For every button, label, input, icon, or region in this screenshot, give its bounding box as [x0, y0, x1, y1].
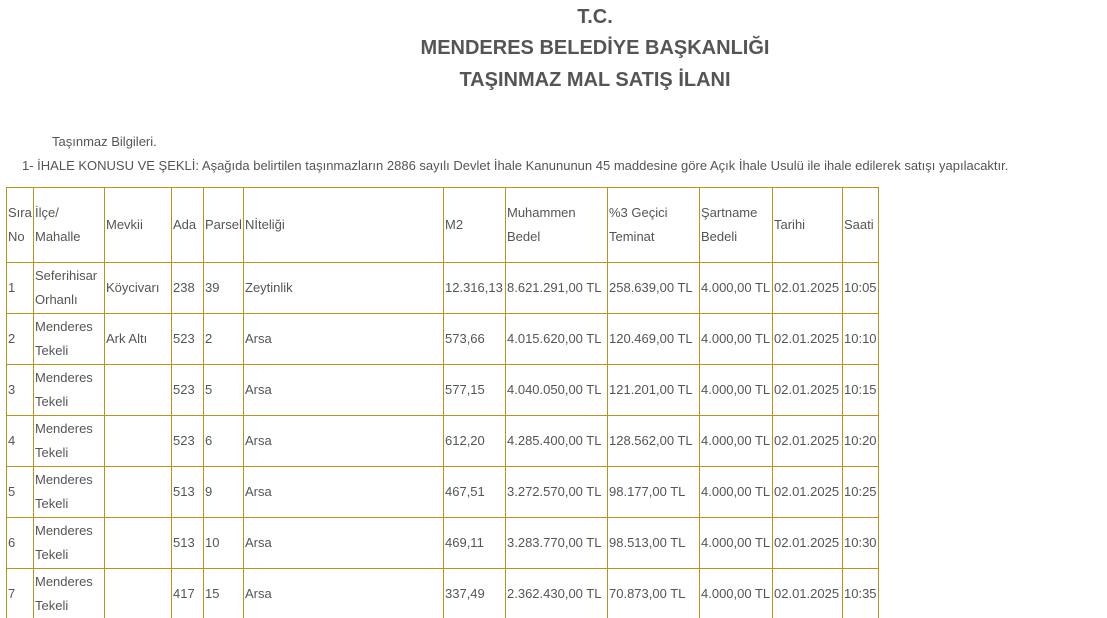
cell-block: 523: [172, 416, 204, 467]
cell-block: 238: [172, 263, 204, 314]
cell-no: 1: [7, 263, 34, 314]
cell-block: 513: [172, 518, 204, 569]
cell-time: 10:05: [843, 263, 879, 314]
cell-no: 5: [7, 467, 34, 518]
cell-deposit: 120.469,00 TL: [608, 314, 700, 365]
cell-quality: Arsa: [244, 416, 444, 467]
cell-date: 02.01.2025: [773, 467, 843, 518]
cell-district: Seferihisar Orhanlı: [34, 263, 105, 314]
header-line-tc: T.C.: [577, 6, 613, 28]
col-header-location: Mevkii: [105, 188, 172, 263]
header-line-announcement: TAŞINMAZ MAL SATIŞ İLANI: [459, 69, 731, 91]
table-row: [7, 569, 879, 618]
cell-location: [105, 569, 172, 618]
cell-m2: 573,66: [444, 314, 506, 365]
cell-no: 4: [7, 416, 34, 467]
cell-date: 02.01.2025: [773, 416, 843, 467]
cell-no: 6: [7, 518, 34, 569]
cell-estimated-value: 8.621.291,00 TL: [506, 263, 608, 314]
cell-deposit: 128.562,00 TL: [608, 416, 700, 467]
cell-block: 523: [172, 314, 204, 365]
cell-parcel: 39: [204, 263, 244, 314]
cell-no: 2: [7, 314, 34, 365]
cell-estimated-value: 3.272.570,00 TL: [506, 467, 608, 518]
cell-estimated-value: 4.285.400,00 TL: [506, 416, 608, 467]
cell-estimated-value: 4.015.620,00 TL: [506, 314, 608, 365]
cell-no: 3: [7, 365, 34, 416]
col-header-quality: Nİteliği: [244, 188, 444, 263]
cell-deposit: 258.639,00 TL: [608, 263, 700, 314]
table-row: [7, 467, 879, 518]
col-header-spec-fee: Şartname Bedeli: [700, 188, 773, 263]
cell-date: 02.01.2025: [773, 569, 843, 618]
cell-district: Menderes Tekeli: [34, 365, 105, 416]
cell-date: 02.01.2025: [773, 314, 843, 365]
cell-location: [105, 365, 172, 416]
cell-location: [105, 467, 172, 518]
cell-spec-fee: 4.000,00 TL: [700, 569, 773, 618]
table-row: [7, 314, 879, 365]
cell-location: [105, 518, 172, 569]
cell-block: 513: [172, 467, 204, 518]
cell-spec-fee: 4.000,00 TL: [700, 365, 773, 416]
col-header-time: Saati: [843, 188, 879, 263]
cell-district: Menderes Tekeli: [34, 518, 105, 569]
cell-time: 10:25: [843, 467, 879, 518]
cell-block: 417: [172, 569, 204, 618]
table-row: [7, 365, 879, 416]
cell-spec-fee: 4.000,00 TL: [700, 518, 773, 569]
cell-estimated-value: 2.362.430,00 TL: [506, 569, 608, 618]
cell-quality: Arsa: [244, 365, 444, 416]
cell-district: Menderes Tekeli: [34, 416, 105, 467]
cell-time: 10:15: [843, 365, 879, 416]
col-header-estimated-value: Muhammen Bedel: [506, 188, 608, 263]
col-header-deposit: %3 Geçici Teminat: [608, 188, 700, 263]
col-header-block: Ada: [172, 188, 204, 263]
cell-time: 10:10: [843, 314, 879, 365]
col-header-parcel: Parsel: [204, 188, 244, 263]
cell-m2: 467,51: [444, 467, 506, 518]
cell-deposit: 98.513,00 TL: [608, 518, 700, 569]
subject-text: 1- İHALE KONUSU VE ŞEKLİ: Aşağıda belirtilen taşınmazların 2886 sayılı Devlet İhale Kanununun 45 maddesine göre Açık İhale Usulü ile ihale edilerek satışı yapılacaktır.: [22, 158, 1009, 173]
cell-deposit: 98.177,00 TL: [608, 467, 700, 518]
col-header-no: Sıra No: [7, 188, 34, 263]
cell-deposit: 121.201,00 TL: [608, 365, 700, 416]
col-header-district: İlçe/ Mahalle: [34, 188, 105, 263]
cell-date: 02.01.2025: [773, 263, 843, 314]
cell-location: Ark Altı: [105, 314, 172, 365]
cell-spec-fee: 4.000,00 TL: [700, 263, 773, 314]
cell-date: 02.01.2025: [773, 518, 843, 569]
cell-estimated-value: 3.283.770,00 TL: [506, 518, 608, 569]
cell-parcel: 10: [204, 518, 244, 569]
table-header-row: [7, 188, 879, 263]
cell-quality: Arsa: [244, 518, 444, 569]
cell-time: 10:20: [843, 416, 879, 467]
cell-location: [105, 416, 172, 467]
cell-m2: 12.316,13: [444, 263, 506, 314]
cell-parcel: 15: [204, 569, 244, 618]
property-table: [6, 187, 879, 618]
cell-parcel: 5: [204, 365, 244, 416]
cell-m2: 612,20: [444, 416, 506, 467]
cell-m2: 469,11: [444, 518, 506, 569]
col-header-m2: M2: [444, 188, 506, 263]
cell-spec-fee: 4.000,00 TL: [700, 467, 773, 518]
cell-district: Menderes Tekeli: [34, 467, 105, 518]
cell-block: 523: [172, 365, 204, 416]
cell-m2: 337,49: [444, 569, 506, 618]
cell-quality: Arsa: [244, 569, 444, 618]
cell-parcel: 6: [204, 416, 244, 467]
cell-quality: Arsa: [244, 314, 444, 365]
cell-time: 10:30: [843, 518, 879, 569]
cell-location: Köycivarı: [105, 263, 172, 314]
header-line-municipality: MENDERES BELEDİYE BAŞKANLIĞI: [420, 37, 770, 59]
cell-m2: 577,15: [444, 365, 506, 416]
cell-spec-fee: 4.000,00 TL: [700, 314, 773, 365]
cell-quality: Arsa: [244, 467, 444, 518]
cell-district: Menderes Tekeli: [34, 314, 105, 365]
cell-deposit: 70.873,00 TL: [608, 569, 700, 618]
table-row: [7, 518, 879, 569]
cell-date: 02.01.2025: [773, 365, 843, 416]
table-row: [7, 416, 879, 467]
cell-quality: Zeytinlik: [244, 263, 444, 314]
cell-parcel: 9: [204, 467, 244, 518]
cell-estimated-value: 4.040.050,00 TL: [506, 365, 608, 416]
cell-no: 7: [7, 569, 34, 618]
section-label: Taşınmaz Bilgileri.: [52, 134, 157, 149]
cell-spec-fee: 4.000,00 TL: [700, 416, 773, 467]
table-row: [7, 263, 879, 314]
cell-time: 10:35: [843, 569, 879, 618]
cell-district: Menderes Tekeli: [34, 569, 105, 618]
col-header-date: Tarihi: [773, 188, 843, 263]
cell-parcel: 2: [204, 314, 244, 365]
